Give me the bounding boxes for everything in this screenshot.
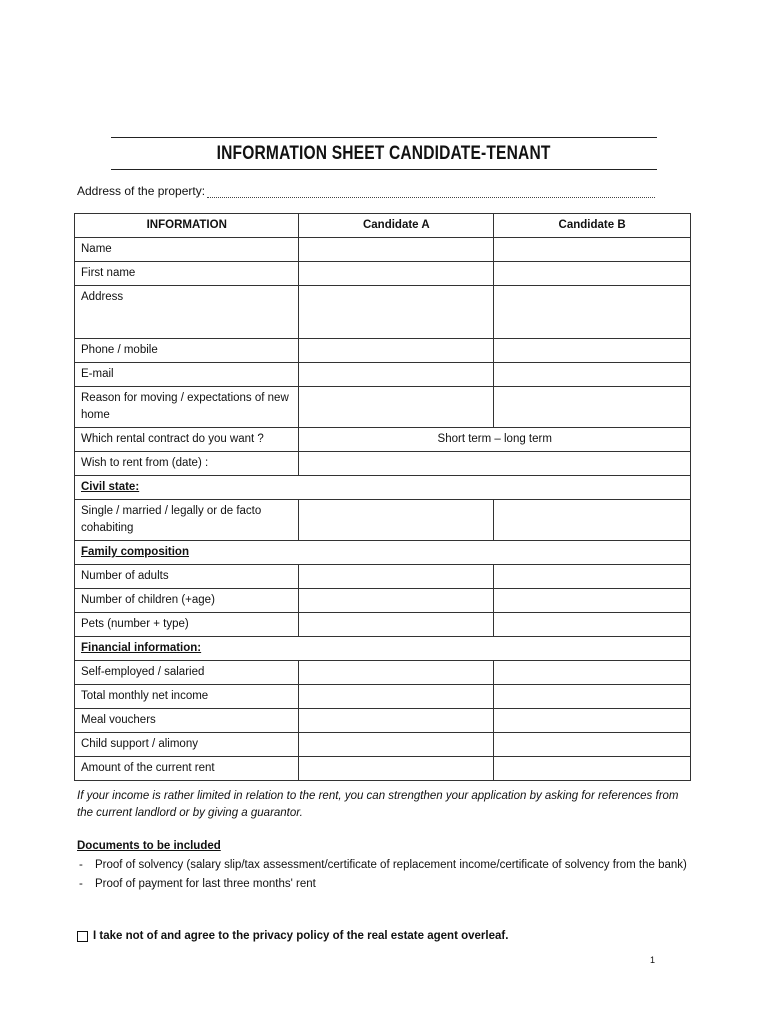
- table-row: [75, 428, 691, 452]
- cell-b-email[interactable]: [494, 363, 691, 387]
- row-label-rent: Amount of the current rent: [75, 757, 299, 781]
- cell-b-children[interactable]: [494, 589, 691, 613]
- row-label-address: Address: [75, 286, 299, 339]
- cell-b-pets[interactable]: [494, 613, 691, 637]
- row-label-reason: Reason for moving / expectations of new home: [75, 387, 299, 428]
- list-item: - Proof of payment for last three months' rent: [79, 878, 316, 890]
- row-label-pets: Pets (number + type): [75, 613, 299, 637]
- table-row: [75, 452, 691, 476]
- row-label-adults: Number of adults: [75, 565, 299, 589]
- page-number: 1: [650, 955, 656, 965]
- table-section-row: [75, 541, 691, 565]
- row-label-child-support: Child support / alimony: [75, 733, 299, 757]
- cell-b-adults[interactable]: [494, 565, 691, 589]
- row-label-wish-date: Wish to rent from (date) :: [75, 452, 299, 476]
- table-row: [75, 685, 691, 709]
- address-line: [77, 184, 655, 198]
- address-label: Address of the property:: [77, 184, 206, 198]
- list-item: - Proof of solvency (salary slip/tax assessment/certificate of replacement income/certificate of solvency from the bank): [79, 859, 687, 871]
- table-row: [75, 500, 691, 541]
- cell-a-child-support[interactable]: [299, 733, 494, 757]
- row-label-income: Total monthly net income: [75, 685, 299, 709]
- cell-a-first-name[interactable]: [299, 262, 494, 286]
- header-information: INFORMATION: [75, 214, 299, 238]
- table-row: [75, 589, 691, 613]
- section-family: Family composition: [75, 541, 691, 565]
- table-row: [75, 661, 691, 685]
- privacy-text: I take not of and agree to the privacy policy of the real estate agent overleaf.: [93, 930, 509, 942]
- cell-a-reason[interactable]: [299, 387, 494, 428]
- cell-a-phone[interactable]: [299, 339, 494, 363]
- section-civil-state: Civil state:: [75, 476, 691, 500]
- table-row: [75, 339, 691, 363]
- header-candidate-b: Candidate B: [494, 214, 691, 238]
- cell-a-address[interactable]: [299, 286, 494, 339]
- table-row: [75, 363, 691, 387]
- cell-b-reason[interactable]: [494, 387, 691, 428]
- row-label-single: Single / married / legally or de facto cohabiting: [75, 500, 299, 541]
- cell-b-employment[interactable]: [494, 661, 691, 685]
- cell-contract-options[interactable]: Short term – long term: [299, 428, 691, 452]
- cell-b-income[interactable]: [494, 685, 691, 709]
- cell-a-email[interactable]: [299, 363, 494, 387]
- table-section-row: [75, 476, 691, 500]
- cell-a-name[interactable]: [299, 238, 494, 262]
- row-label-contract: Which rental contract do you want ?: [75, 428, 299, 452]
- privacy-checkbox[interactable]: [77, 931, 88, 942]
- documents-list: [77, 857, 712, 895]
- information-table: [74, 213, 691, 781]
- row-label-phone: Phone / mobile: [75, 339, 299, 363]
- cell-b-child-support[interactable]: [494, 733, 691, 757]
- cell-a-meal[interactable]: [299, 709, 494, 733]
- cell-a-children[interactable]: [299, 589, 494, 613]
- row-label-name: Name: [75, 238, 299, 262]
- row-label-children: Number of children (+age): [75, 589, 299, 613]
- cell-b-first-name[interactable]: [494, 262, 691, 286]
- table-row: [75, 709, 691, 733]
- documents-title: Documents to be included: [77, 840, 221, 852]
- income-note: If your income is rather limited in relation to the rent, you can strengthen your application by asking for references from the current landlord or by giving a guarantor.: [77, 790, 679, 819]
- page-title: INFORMATION SHEET CANDIDATE-TENANT: [217, 142, 551, 164]
- cell-a-employment[interactable]: [299, 661, 494, 685]
- cell-a-rent[interactable]: [299, 757, 494, 781]
- row-label-first-name: First name: [75, 262, 299, 286]
- document-item-rent-proof: Proof of payment for last three months' rent: [95, 878, 316, 890]
- cell-a-income[interactable]: [299, 685, 494, 709]
- cell-a-adults[interactable]: [299, 565, 494, 589]
- document-item-solvency: Proof of solvency (salary slip/tax assessment/certificate of replacement income/certificate of solvency from the bank): [95, 859, 687, 871]
- address-dotted-field[interactable]: [207, 187, 655, 198]
- section-financial: Financial information:: [75, 637, 691, 661]
- row-label-meal: Meal vouchers: [75, 709, 299, 733]
- table-section-row: [75, 637, 691, 661]
- row-label-employment: Self-employed / salaried: [75, 661, 299, 685]
- table-row: [75, 238, 691, 262]
- cell-b-phone[interactable]: [494, 339, 691, 363]
- cell-b-address[interactable]: [494, 286, 691, 339]
- cell-a-single[interactable]: [299, 500, 494, 541]
- privacy-agreement: [77, 930, 508, 942]
- cell-b-single[interactable]: [494, 500, 691, 541]
- cell-b-rent[interactable]: [494, 757, 691, 781]
- table-row: [75, 565, 691, 589]
- table-header-row: [75, 214, 691, 238]
- cell-b-name[interactable]: [494, 238, 691, 262]
- table-row: [75, 613, 691, 637]
- table-row: [75, 262, 691, 286]
- table-row: [75, 286, 691, 339]
- cell-a-pets[interactable]: [299, 613, 494, 637]
- table-row: [75, 387, 691, 428]
- cell-b-meal[interactable]: [494, 709, 691, 733]
- table-row: [75, 733, 691, 757]
- title-block: [111, 137, 657, 170]
- header-candidate-a: Candidate A: [299, 214, 494, 238]
- table-row: [75, 757, 691, 781]
- row-label-email: E-mail: [75, 363, 299, 387]
- cell-wish-date[interactable]: [299, 452, 691, 476]
